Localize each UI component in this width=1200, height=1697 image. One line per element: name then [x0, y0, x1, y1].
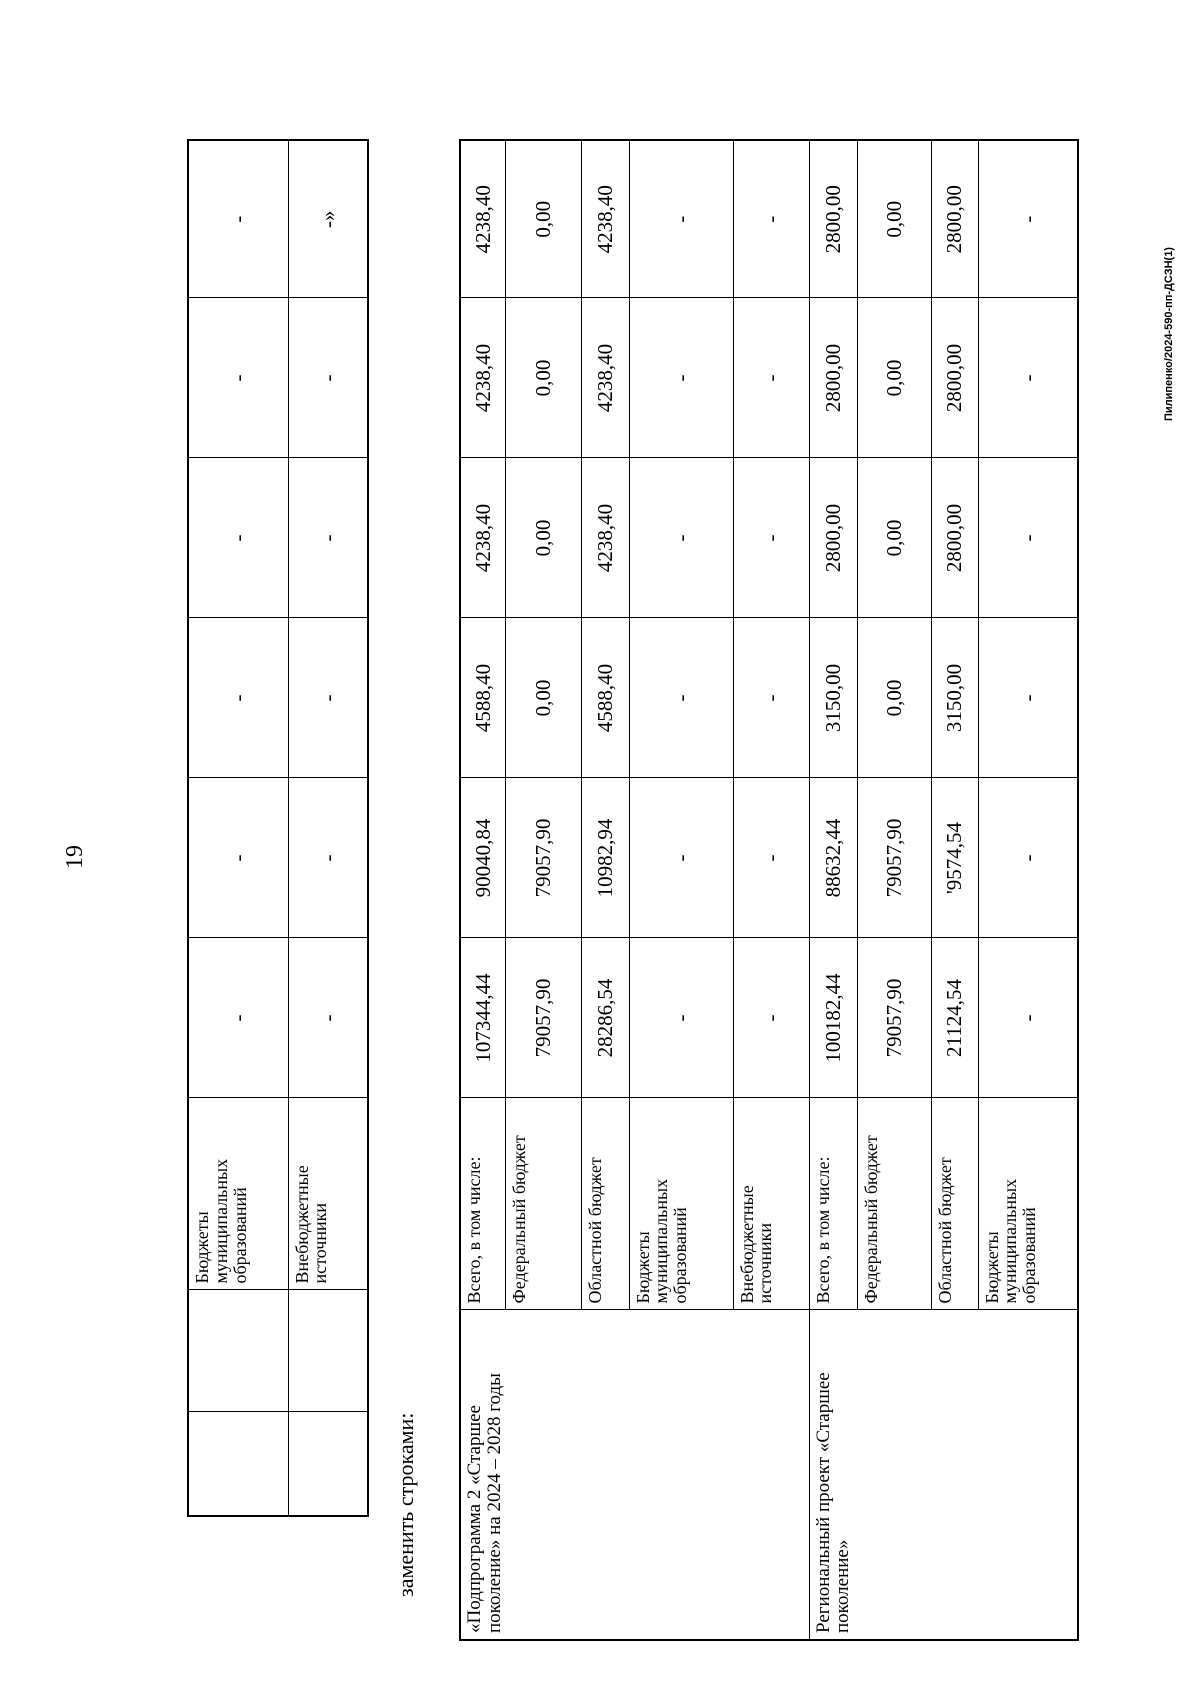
value-cell: 0,00	[857, 140, 931, 298]
value-cell: 79057,90	[857, 938, 931, 1098]
table-row	[188, 140, 288, 1516]
source-cell: Бюджеты муниципальных образований	[978, 1098, 1078, 1310]
source-cell: Областной бюджет	[931, 1098, 978, 1310]
value-cell: -	[188, 938, 288, 1098]
empty-cell	[288, 1412, 368, 1516]
value-cell: -	[188, 140, 288, 298]
value-cell: -	[288, 618, 368, 778]
value-cell: -»	[288, 140, 368, 298]
value-cell: -	[733, 298, 809, 458]
value-cell: -	[978, 618, 1078, 778]
document-footer-code: Пилипенко/2024-590-пп-ДСЗН(1)	[1163, 247, 1175, 421]
top-table-fragment	[187, 139, 369, 1517]
value-cell: 88632,44	[809, 778, 857, 938]
value-cell: -	[733, 458, 809, 618]
value-cell: 2800,00	[931, 458, 978, 618]
value-cell: -	[978, 778, 1078, 938]
source-cell: Внебюджетные источники	[733, 1098, 809, 1310]
value-cell: 0,00	[505, 140, 581, 298]
value-cell: 10982,94	[581, 778, 629, 938]
source-cell: Внебюджетные источники	[288, 1098, 368, 1290]
value-cell: -	[733, 618, 809, 778]
value-cell: -	[188, 618, 288, 778]
value-cell: -	[733, 140, 809, 298]
value-cell: -	[733, 778, 809, 938]
value-cell: -	[629, 938, 733, 1098]
value-cell: -	[978, 298, 1078, 458]
table-row	[809, 140, 857, 1640]
value-cell: -	[288, 458, 368, 618]
value-cell: 0,00	[505, 618, 581, 778]
value-cell: 107344,44	[460, 938, 505, 1098]
value-cell: -	[733, 938, 809, 1098]
value-cell: -	[629, 618, 733, 778]
value-cell: -	[288, 778, 368, 938]
source-cell: Всего, в том числе:	[809, 1098, 857, 1310]
value-cell: 2800,00	[809, 458, 857, 618]
replace-with-rows-label: заменить строками:	[393, 1412, 418, 1597]
value-cell: 79057,90	[857, 778, 931, 938]
regional-project-name-cell: Региональный проект «Старшее поколение»	[809, 1310, 1078, 1640]
value-cell: -	[188, 458, 288, 618]
value-cell: 2800,00	[809, 140, 857, 298]
value-cell: 2800,00	[931, 298, 978, 458]
value-cell: -	[188, 298, 288, 458]
value-cell: 90040,84	[460, 778, 505, 938]
value-cell: -	[978, 458, 1078, 618]
value-cell: 0,00	[857, 298, 931, 458]
value-cell: -	[629, 298, 733, 458]
value-cell: -	[629, 458, 733, 618]
source-cell: Бюджеты муниципальных образований	[188, 1098, 288, 1290]
source-cell: Бюджеты муниципальных образований	[629, 1098, 733, 1310]
value-cell: 4238,40	[581, 298, 629, 458]
value-cell: 28286,54	[581, 938, 629, 1098]
empty-cell	[288, 1290, 368, 1412]
subprogram-name-cell: «Подпрограмма 2 «Старшее поколение» на 2024 – 2028 годы	[460, 1310, 809, 1640]
value-cell: 0,00	[505, 298, 581, 458]
value-cell: -	[978, 938, 1078, 1098]
value-cell: 100182,44	[809, 938, 857, 1098]
value-cell: -	[188, 778, 288, 938]
value-cell: 2800,00	[931, 140, 978, 298]
value-cell: 4238,40	[460, 298, 505, 458]
empty-cell	[188, 1412, 288, 1516]
value-cell: 0,00	[505, 458, 581, 618]
value-cell: 21124,54	[931, 938, 978, 1098]
value-cell: -	[978, 140, 1078, 298]
value-cell: 79057,90	[505, 938, 581, 1098]
value-cell: 4238,40	[581, 140, 629, 298]
value-cell: -	[629, 778, 733, 938]
value-cell: 4238,40	[460, 458, 505, 618]
source-cell: Областной бюджет	[581, 1098, 629, 1310]
value-cell: 4238,40	[581, 458, 629, 618]
source-cell: Всего, в том числе:	[460, 1098, 505, 1310]
value-cell: 3150,00	[809, 618, 857, 778]
table-row	[460, 140, 505, 1640]
value-cell: 79057,90	[505, 778, 581, 938]
table-row	[288, 140, 368, 1516]
value-cell: -	[288, 938, 368, 1098]
replacement-table	[459, 139, 1079, 1641]
value-cell: 2800,00	[809, 298, 857, 458]
value-cell: 0,00	[857, 618, 931, 778]
empty-cell	[188, 1290, 288, 1412]
value-cell: '9574,54	[931, 778, 978, 938]
value-cell: 3150,00	[931, 618, 978, 778]
value-cell: 4238,40	[460, 140, 505, 298]
source-cell: Федеральный бюджет	[505, 1098, 581, 1310]
value-cell: 4588,40	[581, 618, 629, 778]
value-cell: 4588,40	[460, 618, 505, 778]
value-cell: 0,00	[857, 458, 931, 618]
value-cell: -	[288, 298, 368, 458]
page-number: 19	[62, 845, 88, 869]
source-cell: Федеральный бюджет	[857, 1098, 931, 1310]
value-cell: -	[629, 140, 733, 298]
